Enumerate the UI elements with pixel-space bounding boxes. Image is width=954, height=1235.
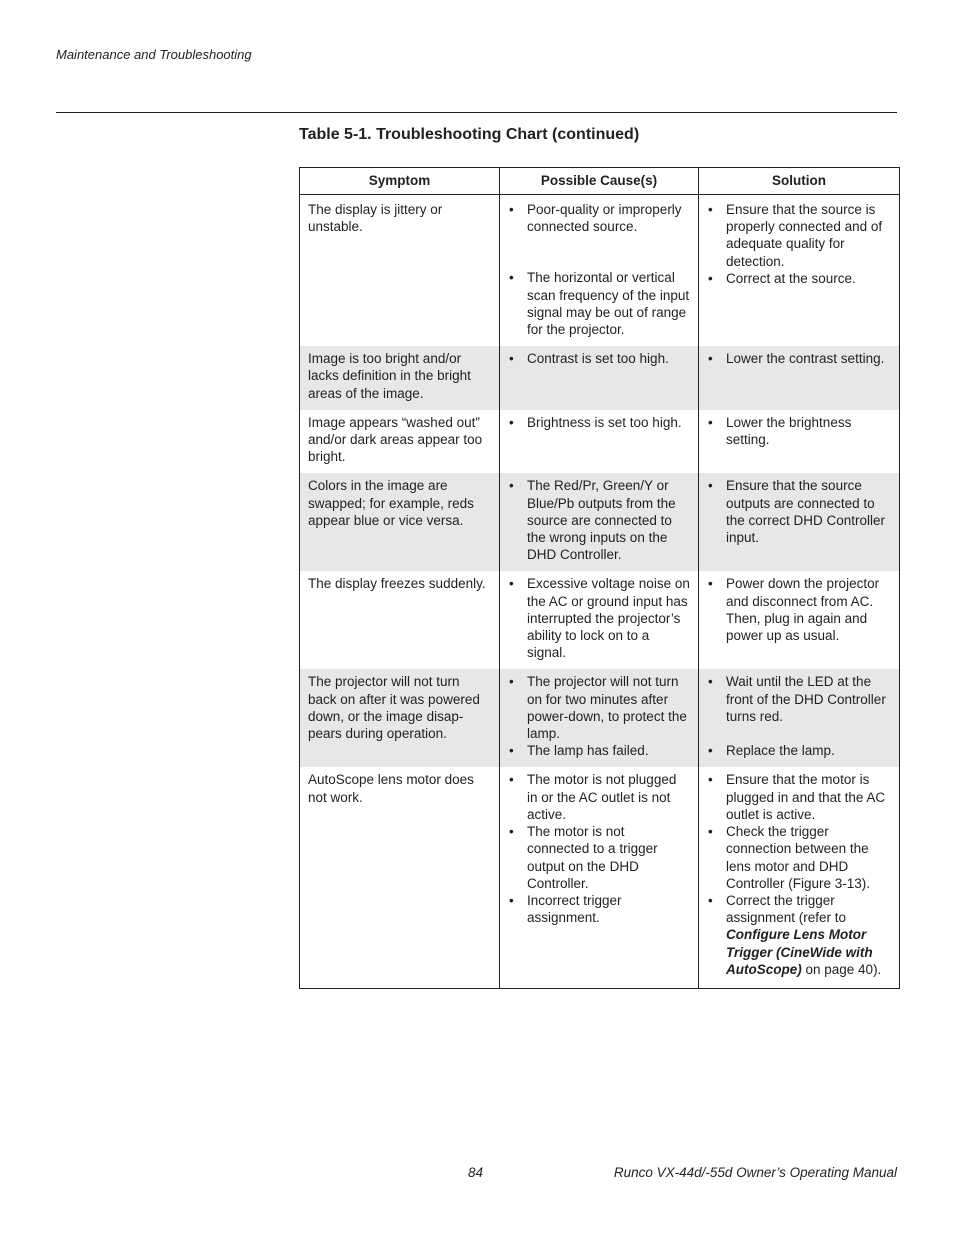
symptom-cell: The display freezes suddenly. <box>300 571 500 669</box>
column-header-causes: Possible Cause(s) <box>500 168 699 195</box>
reference-suffix: on page 40). <box>801 961 882 977</box>
solution-item: • Lower the contrast setting. <box>707 350 891 367</box>
column-header-solution: Solution <box>699 168 900 195</box>
cause-item: • The motor is not plugged in or the AC outlet is not active. <box>508 771 690 823</box>
solution-item: • Replace the lamp. <box>707 742 891 759</box>
table-row <box>300 473 900 571</box>
table-row <box>300 410 900 474</box>
solution-cell <box>699 195 900 347</box>
solution-item-reference <box>707 892 891 978</box>
solution-item: • Ensure that the source is properly connected and of adequate quality for detection. <box>707 201 891 270</box>
solution-item: • Power down the projector and disconnect from AC. Then, plug in again and power up as usual. <box>707 575 891 644</box>
solution-cell <box>699 571 900 669</box>
causes-cell <box>500 669 699 767</box>
solution-item: • Check the trigger connection between the lens motor and DHD Controller (Figure 3-13). <box>707 823 891 892</box>
header-rule <box>56 112 897 113</box>
solution-cell <box>699 473 900 571</box>
cause-item: • The lamp has failed. <box>508 742 690 759</box>
solution-item: • Ensure that the motor is plugged in and that the AC outlet is active. <box>707 771 891 823</box>
solution-item: • Correct at the source. <box>707 270 891 287</box>
symptom-cell: The projector will not turn back on after it was powered down, or the image disap-pears during operation. <box>300 669 500 767</box>
cause-item: • Poor-quality or improperly connected source. <box>508 201 690 235</box>
solution-cell <box>699 669 900 767</box>
cause-item: • The Red/Pr, Green/Y or Blue/Pb outputs from the source are connected to the wrong inputs on the DHD Controller. <box>508 477 690 563</box>
symptom-cell: The display is jittery or unstable. <box>300 195 500 347</box>
table-row <box>300 767 900 988</box>
symptom-cell: Image appears “washed out” and/or dark areas appear too bright. <box>300 410 500 474</box>
table-row <box>300 669 900 767</box>
table-header-row <box>300 168 900 195</box>
symptom-cell: Image is too bright and/or lacks definition in the bright areas of the image. <box>300 346 500 410</box>
cause-item: • Brightness is set too high. <box>508 414 690 431</box>
reference-prefix: Correct the trigger assignment (refer to <box>726 892 847 926</box>
solution-item: • Wait until the LED at the front of the DHD Controller turns red. <box>707 673 891 725</box>
cause-item: • The motor is not connected to a trigger output on the DHD Controller. <box>508 823 690 892</box>
solution-item: • Lower the brightness setting. <box>707 414 891 448</box>
causes-cell <box>500 195 699 347</box>
causes-cell <box>500 410 699 474</box>
cause-item: • Excessive voltage noise on the AC or ground input has interrupted the projector’s ability to lock on to a signal. <box>508 575 690 661</box>
solution-cell <box>699 767 900 988</box>
table-title: Table 5-1. Troubleshooting Chart (continued) <box>299 126 640 143</box>
cause-item: • The horizontal or vertical scan frequency of the input signal may be out of range for the projector. <box>508 269 690 338</box>
table-row <box>300 571 900 669</box>
table-row <box>300 346 900 410</box>
solution-cell <box>699 410 900 474</box>
page-number: 84 <box>468 1165 484 1180</box>
column-header-symptom: Symptom <box>300 168 500 195</box>
symptom-cell: AutoScope lens motor does not work. <box>300 767 500 988</box>
cause-item: • Incorrect trigger assignment. <box>508 892 690 926</box>
manual-title: Runco VX-44d/-55d Owner’s Operating Manual <box>613 1165 897 1180</box>
cause-item: • The projector will not turn on for two minutes after power-down, to protect the lamp. <box>508 673 690 742</box>
running-head: Maintenance and Troubleshooting <box>56 47 252 62</box>
table-row <box>300 195 900 347</box>
troubleshooting-table <box>299 167 900 989</box>
cause-item: • Contrast is set too high. <box>508 350 690 367</box>
symptom-cell: Colors in the image are swapped; for example, reds appear blue or vice versa. <box>300 473 500 571</box>
causes-cell <box>500 346 699 410</box>
solution-item: • Ensure that the source outputs are connected to the correct DHD Controller input. <box>707 477 891 546</box>
causes-cell <box>500 473 699 571</box>
causes-cell <box>500 571 699 669</box>
solution-cell <box>699 346 900 410</box>
causes-cell <box>500 767 699 988</box>
section-reference-link: Configure Lens Motor Trigger (CineWide with AutoScope) <box>726 927 873 977</box>
